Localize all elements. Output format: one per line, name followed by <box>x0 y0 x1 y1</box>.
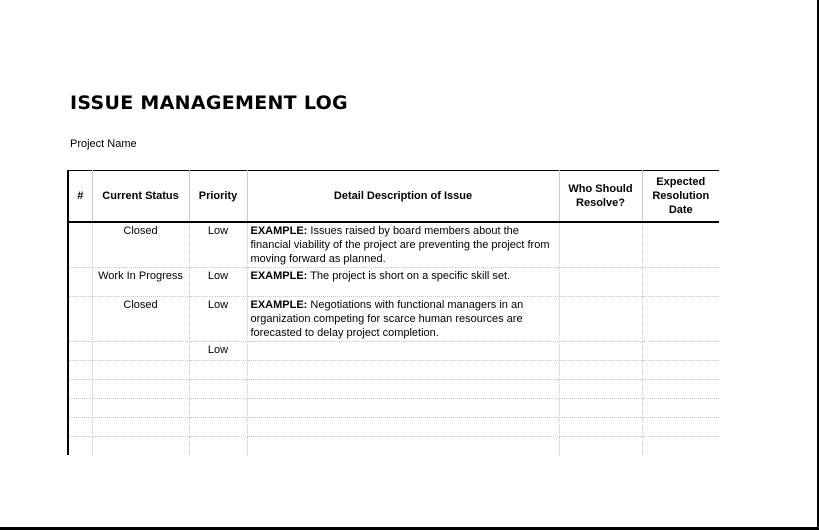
cell-who[interactable] <box>559 268 642 297</box>
cell-description[interactable] <box>247 437 559 455</box>
table-row <box>68 222 719 268</box>
cell-status[interactable]: Closed <box>92 297 189 342</box>
cell-number[interactable] <box>68 297 92 342</box>
cell-number[interactable] <box>68 268 92 297</box>
cell-who[interactable] <box>559 380 642 399</box>
page-title: ISSUE MANAGEMENT LOG <box>70 92 348 114</box>
cell-description[interactable] <box>247 418 559 437</box>
project-name-label: Project Name <box>70 138 137 150</box>
table-row <box>68 418 719 437</box>
cell-priority[interactable]: Low <box>189 268 247 297</box>
cell-number[interactable] <box>68 418 92 437</box>
example-prefix: EXAMPLE: <box>250 270 308 282</box>
cell-status[interactable] <box>92 418 189 437</box>
table-header-row <box>68 171 719 223</box>
table-row <box>68 437 719 455</box>
cell-date[interactable] <box>642 437 719 455</box>
cell-who[interactable] <box>559 418 642 437</box>
cell-description[interactable] <box>247 222 559 268</box>
cell-who[interactable] <box>559 222 642 268</box>
cell-priority[interactable]: Low <box>189 222 247 268</box>
cell-who[interactable] <box>559 342 642 361</box>
cell-status[interactable] <box>92 437 189 455</box>
cell-number[interactable] <box>68 380 92 399</box>
cell-who[interactable] <box>559 361 642 380</box>
header-who-should-resolve: Who Should Resolve? <box>559 171 642 223</box>
table-row <box>68 361 719 380</box>
example-prefix: EXAMPLE: <box>250 299 308 311</box>
description-text: Issues raised by board members about the financial viability of the project are preventing the project from moving forward as planned. <box>250 225 550 265</box>
header-current-status: Current Status <box>92 171 189 223</box>
cell-priority[interactable] <box>189 399 247 418</box>
cell-status[interactable]: Closed <box>92 222 189 268</box>
issue-log-table <box>67 170 719 455</box>
table-row <box>68 380 719 399</box>
cell-description[interactable] <box>247 297 559 342</box>
cell-number[interactable] <box>68 399 92 418</box>
cell-number[interactable] <box>68 437 92 455</box>
cell-date[interactable] <box>642 268 719 297</box>
cell-number[interactable] <box>68 222 92 268</box>
cell-date[interactable] <box>642 342 719 361</box>
cell-priority[interactable] <box>189 437 247 455</box>
header-expected-resolution-date: Expected Resolution Date <box>642 171 719 223</box>
description-text: The project is short on a specific skill set. <box>307 270 511 282</box>
cell-status[interactable] <box>92 380 189 399</box>
table-row <box>68 268 719 297</box>
cell-who[interactable] <box>559 297 642 342</box>
cell-status[interactable]: Work In Progress <box>92 268 189 297</box>
cell-who[interactable] <box>559 399 642 418</box>
cell-description[interactable] <box>247 380 559 399</box>
cell-description[interactable] <box>247 342 559 361</box>
table-row <box>68 399 719 418</box>
cell-status[interactable] <box>92 361 189 380</box>
cell-who[interactable] <box>559 437 642 455</box>
cell-number[interactable] <box>68 342 92 361</box>
table-row <box>68 297 719 342</box>
cell-date[interactable] <box>642 361 719 380</box>
description-text: Negotiations with functional managers in an organization competing for scarce human resources are forecasted to delay project completion. <box>250 299 524 339</box>
cell-description[interactable] <box>247 399 559 418</box>
cell-priority[interactable] <box>189 418 247 437</box>
cell-date[interactable] <box>642 399 719 418</box>
header-priority: Priority <box>189 171 247 223</box>
cell-date[interactable] <box>642 297 719 342</box>
header-number: # <box>68 171 92 223</box>
cell-priority[interactable] <box>189 361 247 380</box>
cell-date[interactable] <box>642 380 719 399</box>
cell-status[interactable] <box>92 342 189 361</box>
cell-description[interactable] <box>247 361 559 380</box>
table-row <box>68 342 719 361</box>
cell-date[interactable] <box>642 222 719 268</box>
cell-number[interactable] <box>68 361 92 380</box>
cell-priority[interactable]: Low <box>189 342 247 361</box>
example-prefix: EXAMPLE: <box>250 225 308 237</box>
cell-description[interactable] <box>247 268 559 297</box>
cell-priority[interactable] <box>189 380 247 399</box>
cell-priority[interactable]: Low <box>189 297 247 342</box>
header-description: Detail Description of Issue <box>247 171 559 223</box>
cell-status[interactable] <box>92 399 189 418</box>
cell-date[interactable] <box>642 418 719 437</box>
